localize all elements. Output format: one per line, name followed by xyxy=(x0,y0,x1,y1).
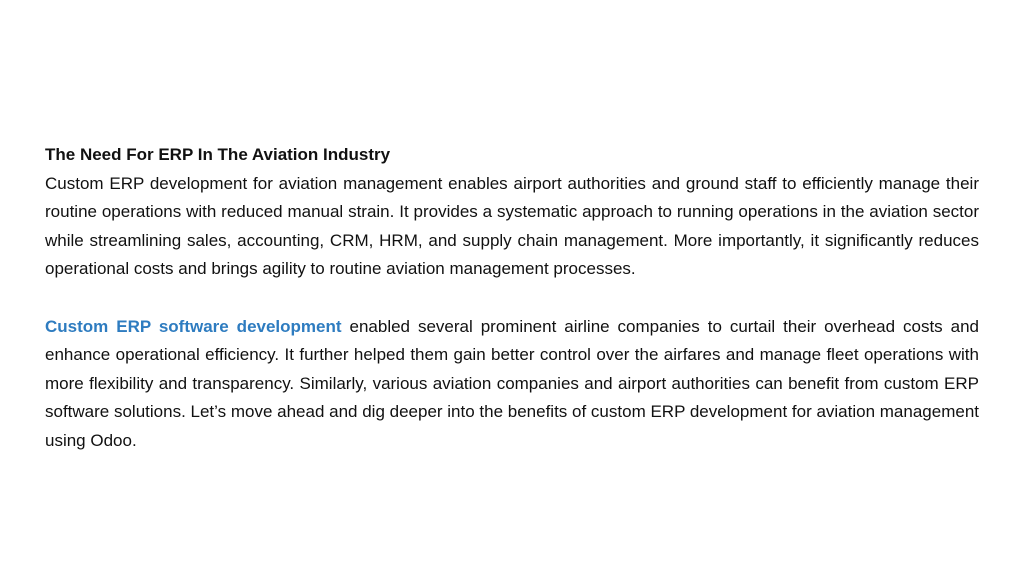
paragraph-benefits xyxy=(45,313,979,456)
paragraph-benefits-text: enabled several prominent airline companies to curtail their overhead costs and enhance operational efficiency. It further helped them gain better control over the airfares and manage fleet operations with more flexibility and transparency. Similarly, various aviation companies and airport authorities can benefit from custom ERP software solutions. Let’s move ahead and dig deeper into the benefits of custom ERP development for aviation management using Odoo. xyxy=(45,316,979,450)
article-section xyxy=(45,141,979,455)
custom-erp-link[interactable]: Custom ERP software development xyxy=(45,316,342,336)
paragraph-intro: Custom ERP development for aviation management enables airport authorities and ground staff to efficiently manage their routine operations with reduced manual strain. It provides a systematic approach to running operations in the aviation sector while streamlining sales, accounting, CRM, HRM, and supply chain management. More importantly, it significantly reduces operational costs and brings agility to routine aviation management processes. xyxy=(45,173,979,278)
section-heading: The Need For ERP In The Aviation Industry xyxy=(45,145,391,164)
